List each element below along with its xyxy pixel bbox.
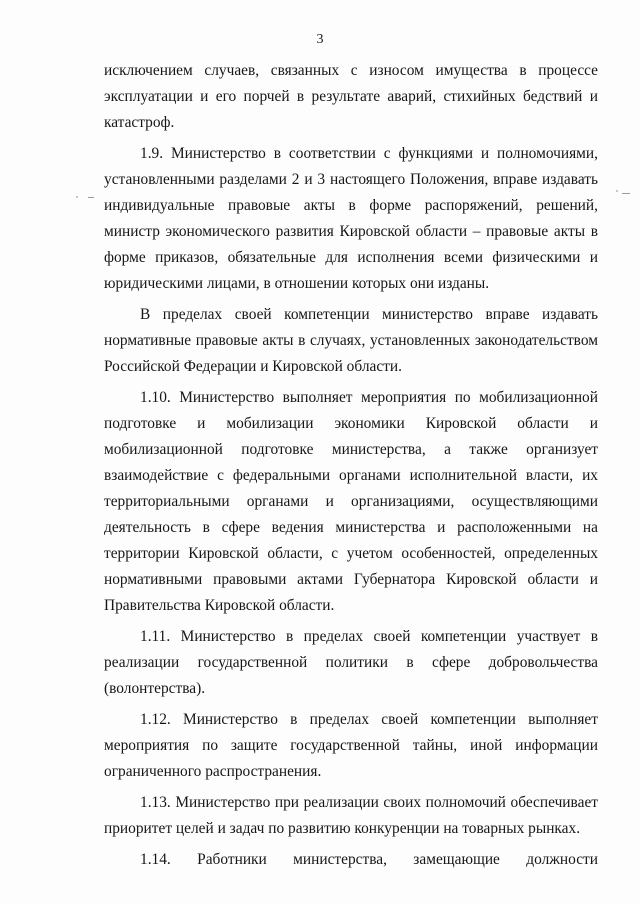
paragraph-1-14: 1.14. Работники министерства, замещающие должности [140, 851, 598, 868]
scan-artifact-dot [616, 190, 618, 192]
paragraph-1-13: 1.13. Министерство при реализации своих полномочий обеспечивает приоритет целей и задач по развитию конкуренции на товарных рынках. [104, 794, 598, 837]
scan-artifact-right [622, 193, 630, 194]
page-number: 3 [316, 32, 324, 47]
paragraph-1-10: 1.10. Министерство выполняет мероприятия по мобилизационной подготовке и мобилизации экономики Кировской области и мобилизационной подготовке министерства, а также организует взаимодействие с федеральными органами исполнительной власти, их территориальными органами и организациями, осуществляющими деятельность в сфере ведения министерства и расположенными на территории Кировской области, с учетом особенностей, определенных нормативными правовыми актами Губернатора Кировской области и Правительства Кировской области. [104, 389, 598, 614]
paragraph-1-12: 1.12. Министерство в пределах своей компетенции выполняет мероприятия по защите государственной тайны, иной информации ограниченного распространения. [104, 711, 598, 780]
paragraph-1-9: 1.9. Министерство в соответствии с функциями и полномочиями, установленными разделами 2 и 3 настоящего Положения, вправе издавать индивидуальные правовые акты в форме распоряжений, решений, министр экономического развития Кировской области – правовые акты в форме приказов, обязательные для исполнения всеми физическими и юридическими лицами, в отношении которых они изданы. [104, 145, 598, 292]
scan-artifact-dot [76, 196, 78, 198]
paragraph-continuation: исключением случаев, связанных с износом имущества в процессе эксплуатации и его порчей в результате аварий, стихийных бедствий и катастроф. [104, 62, 598, 131]
document-body [104, 58, 598, 873]
paragraph-1-11: 1.11. Министерство в пределах своей компетенции участвует в реализации государственной политики в сфере добровольчества (волонтерства). [104, 628, 598, 697]
scan-artifact-left [88, 197, 94, 198]
paragraph-1-9-continued: В пределах своей компетенции министерство вправе издавать нормативные правовые акты в случаях, установленных законодательством Российской Федерации и Кировской области. [104, 306, 598, 375]
